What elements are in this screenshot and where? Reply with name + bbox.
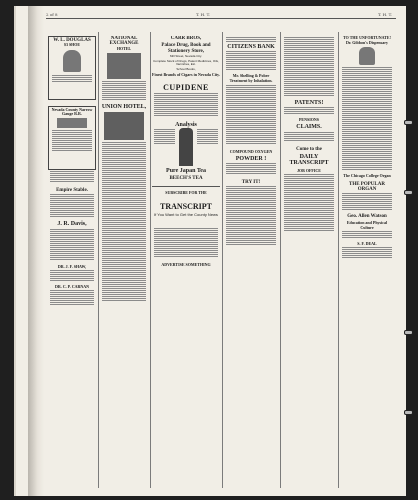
ad-title: DR. J. F. SHAW, [57, 263, 87, 269]
page-header-center: T. H. T. [196, 12, 211, 17]
ad-subtitle: Education and Physical Culture [346, 220, 388, 230]
portrait-image [63, 50, 81, 72]
ad-title: S. F. DEAL [357, 240, 377, 246]
column-6 [340, 36, 394, 488]
ad-line: Mill Street, Nevada City. [170, 53, 202, 58]
ad-railroad [48, 106, 96, 170]
ad-title: CITIZENS BANK [227, 44, 275, 50]
ad-title: JOB OFFICE [297, 167, 321, 173]
ad-title: Nevada County Narrow Gauge R.R. [51, 107, 93, 117]
column-rule [150, 32, 151, 488]
ad-line: School Books, [176, 67, 196, 72]
ad-title: Analysis [175, 121, 197, 128]
ad-title: NATIONAL EXCHANGE [109, 36, 139, 47]
ad-title: Empire Stable. [56, 188, 88, 193]
binder-ring-icon [404, 410, 413, 415]
column-rule [338, 32, 339, 488]
ad-title: TRANSCRIPT [159, 201, 212, 211]
page-header-right: T. H. T. [377, 12, 392, 17]
column-rule [98, 32, 99, 488]
column-rule [280, 32, 281, 488]
ad-title: CLAIMS. [296, 124, 322, 131]
ad-title: PATENTS! [294, 100, 324, 106]
ad-title: COMPOUND OXYGEN [229, 148, 273, 154]
column-4 [224, 36, 278, 488]
binder-ring-icon [404, 190, 413, 195]
ad-title: The Chicago College Organ [343, 173, 391, 179]
ad-title: W. L. DOUGLAS [53, 38, 91, 43]
ad-title: PENSIONS [298, 117, 319, 123]
hotel-image [104, 112, 144, 140]
ad-subtitle: $3 SHOE [63, 42, 81, 48]
ad-douglas [48, 36, 96, 100]
page-fold-shadow [28, 6, 44, 496]
binder-ring-icon [404, 120, 413, 125]
column-1 [48, 36, 96, 488]
ad-title: J. R. Davis, [57, 221, 87, 228]
ad-title: POWDER ! [235, 155, 267, 162]
ad-title: Geo. Allen Watson [347, 214, 387, 220]
ad-line: SUBSCRIBE FOR THE [165, 189, 207, 195]
binder-ring-icon [404, 330, 413, 335]
ad-line: Complete Stock of Drugs, Patent Medicines, Oils, Varnishes, Etc. [153, 58, 219, 67]
column-5 [282, 36, 336, 488]
page-header-left: 2 of 8 [46, 12, 58, 17]
column-rule [222, 32, 223, 488]
portrait-image [359, 47, 375, 65]
ad-line: Finest Brands of Cigars in Nevada City. [152, 72, 220, 78]
train-image [57, 118, 87, 128]
ad-subtitle: Treatment by Inhalation. [229, 78, 273, 84]
header-rule [46, 18, 396, 19]
ad-title: CARR BROS, [170, 36, 202, 41]
ad-subtitle: HOTEL [116, 45, 132, 51]
ad-title: Come to the [296, 146, 322, 152]
ad-title: Pure Japan Tea [166, 168, 206, 175]
ad-title: DAILY TRANSCRIPT [289, 154, 329, 167]
ad-subtitle: Dr. Gibbon's Dispensary [346, 40, 388, 46]
hotel-image [107, 53, 141, 79]
ad-title: ADVERTISE SOMETHING [161, 261, 211, 267]
column-2 [100, 36, 148, 488]
ad-title: DR. C. P. CARNAN [54, 283, 90, 289]
ad-subtitle: Palace Drug, Book and Stationery Store, [161, 43, 211, 54]
newspaper-content [46, 10, 396, 494]
ad-title: TO THE UNFORTUNATE! [343, 36, 391, 40]
ad-title: TRY IT! [241, 180, 261, 186]
ad-title: THE POPULAR ORGAN [349, 181, 385, 192]
ad-title: Mr. Shelling & Pober [232, 73, 270, 79]
ad-title: UNION HOTEL, [101, 103, 147, 110]
ad-title: BEECH'S TEA [169, 176, 203, 182]
separator [152, 186, 220, 187]
ad-line: If You Want to Get the County News [154, 212, 218, 218]
column-3 [152, 36, 220, 488]
ad-banner: CUPIDENE [163, 82, 209, 92]
figure-image [179, 128, 193, 166]
